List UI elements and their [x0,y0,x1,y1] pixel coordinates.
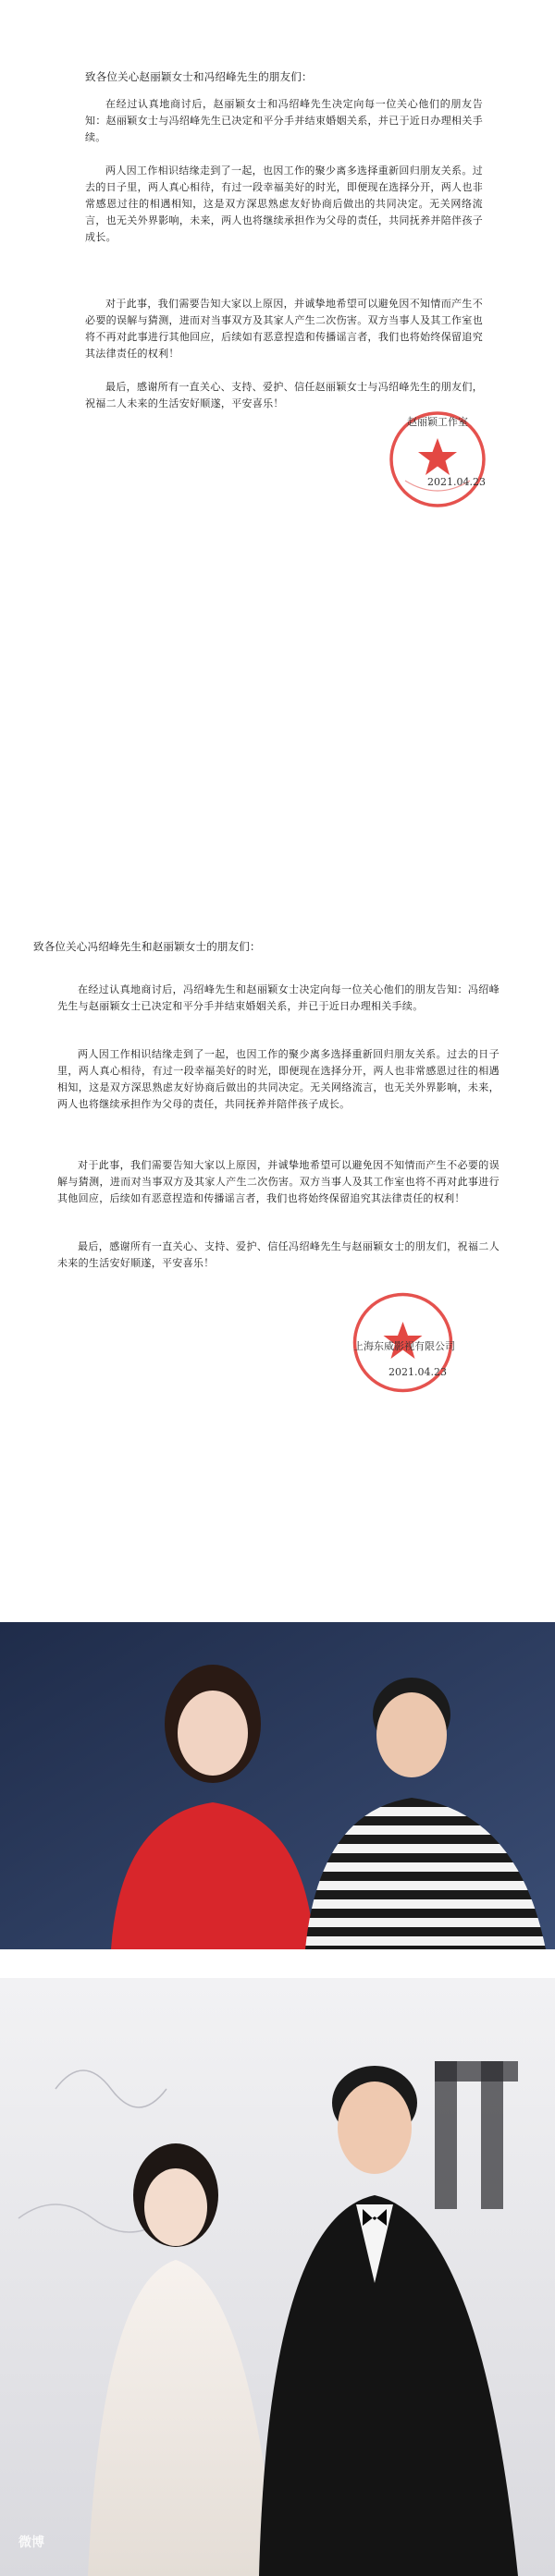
statement-1-paragraph-1: 在经过认真地商讨后，赵丽颖女士和冯绍峰先生决定向每一位关心他们的朋友告知：赵丽颖女士与冯绍峰先生已决定和平分手并结束婚姻关系，并已于近日办理相关手续。 [85,98,483,143]
statement-2-greeting: 致各位关心冯绍峰先生和赵丽颖女士的朋友们： [33,940,261,953]
couple-photo-1-illustration [0,1622,555,1949]
statement-1-date: 2021.04.23 [427,476,486,488]
statement-2-paragraph-2: 两人因工作相识结缘走到了一起，也因工作的聚少离多选择重新回归朋友关系。过去的日子里，两人真心相待，有过一段幸福美好的时光，即便现在选择分开，两人也非常感恩过往的相遇相知，这是双方深思熟虑友好协商后做出的共同决定。无关网络流言，也无关外界影响，未来，两人也将继续承担作为父母的责任，共同抚养并陪伴孩子成长。 [57,1048,500,1110]
statement-2-signature: 上海东威影视有限公司 [353,1340,455,1352]
couple-photo-2-illustration [0,1978,555,2576]
statement-1 [0,0,555,850]
statement-2-paragraph-4: 最后，感谢所有一直关心、支持、爱护、信任冯绍峰先生与赵丽颖女士的朋友们，祝福二人未来的生活安好顺遂，平安喜乐！ [57,1240,500,1269]
statement-2-paragraph-3: 对于此事，我们需要告知大家以上原因，并诚挚地希望可以避免因不知情而产生不必要的误解与猜测，进而对当事双方及其家人产生二次伤害。双方当事人及其工作室也将不再对此事进行其他回应，后续如有恶意捏造和传播谣言者，我们也将始终保留追究其法律责任的权利！ [57,1159,500,1204]
couple-photo-1 [0,1622,555,1949]
statement-1-signature: 赵丽颖工作室 [407,416,468,428]
statement-2-date: 2021.04.23 [388,1366,447,1378]
statement-1-paragraph-2: 两人因工作相识结缘走到了一起，也因工作的聚少离多选择重新回归朋友关系。过去的日子里，两人真心相待，有过一段幸福美好的时光，即便现在选择分开，两人也非常感恩过往的相遇相知，这是双方深思熟虑友好协商后做出的共同决定。无关网络流言，也无关外界影响，未来，两人也将继续承担作为父母的责任，共同抚养并陪伴孩子成长。 [85,165,483,243]
statement-2 [0,869,555,1618]
weibo-watermark: 微博 [18,2535,44,2550]
statement-1-paragraph-4: 最后，感谢所有一直关心、支持、爱护、信任赵丽颖女士与冯绍峰先生的朋友们，祝福二人未来的生活安好顺遂，平安喜乐！ [85,381,483,409]
statement-2-paragraph-1: 在经过认真地商讨后，冯绍峰先生和赵丽颖女士决定向每一位关心他们的朋友告知：冯绍峰先生与赵丽颖女士已决定和平分手并结束婚姻关系，并已于近日办理相关手续。 [57,983,500,1012]
statement-1-paragraph-3: 对于此事，我们需要告知大家以上原因，并诚挚地希望可以避免因不知情而产生不必要的误解与猜测，进而对当事双方及其家人产生二次伤害。双方当事人及其工作室也将不再对此事进行其他回应，后续如有恶意捏造和传播谣言者，我们也将始终保留追究其法律责任的权利！ [85,298,483,360]
statement-1-greeting: 致各位关心赵丽颖女士和冯绍峰先生的朋友们： [85,70,313,83]
couple-photo-2 [0,1978,555,2576]
